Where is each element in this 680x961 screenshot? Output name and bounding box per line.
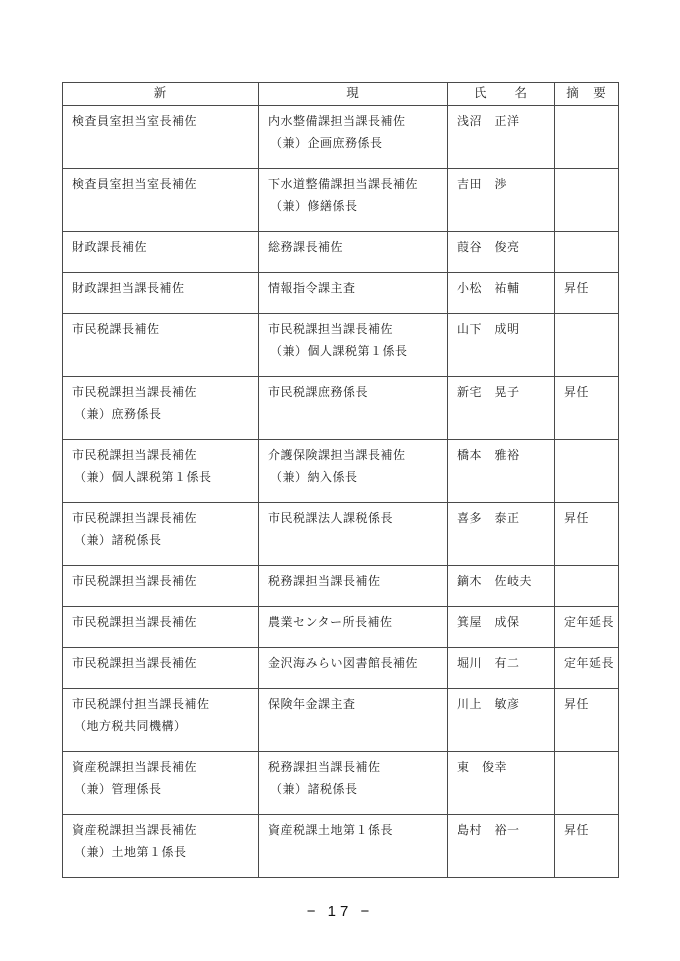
cell-new-position: [63, 815, 258, 877]
table-row: [63, 439, 618, 502]
cell-note: [554, 232, 618, 272]
cell-new-position: [63, 752, 258, 814]
cell-name: [447, 815, 554, 877]
person-name-text: 吉田 渉: [457, 177, 508, 191]
person-name-text: 浅沼 正洋: [457, 114, 520, 128]
cell-current-position: [258, 106, 447, 168]
table-row: [63, 751, 618, 814]
cell-current-position: [258, 648, 447, 688]
new-position-sub-text: （兼）管理係長: [74, 782, 162, 796]
current-position-text: 市民税課庶務係長: [268, 385, 369, 399]
cell-name: [447, 106, 554, 168]
table-row: [63, 105, 618, 168]
note-text: 昇任: [564, 281, 590, 295]
cell-current-position: [258, 752, 447, 814]
cell-name: [447, 566, 554, 606]
current-position-sub-text: （兼）納入係長: [270, 470, 358, 484]
cell-new-position: [63, 169, 258, 231]
note-text: 昇任: [564, 697, 590, 711]
cell-current-position: [258, 689, 447, 751]
new-position-text: 市民税課担当課長補佐: [72, 656, 198, 670]
new-position-sub-text: （兼）土地第１係長: [74, 845, 187, 859]
new-position-text: 市民税課担当課長補佐: [72, 615, 198, 629]
cell-current-position: [258, 273, 447, 313]
current-position-text: 市民税課法人課税係長: [268, 511, 394, 525]
cell-current-position: [258, 377, 447, 439]
cell-note: [554, 440, 618, 502]
new-position-text: 資産税課担当課長補佐: [72, 760, 198, 774]
col-header-current: 現: [258, 83, 447, 105]
cell-current-position: [258, 566, 447, 606]
cell-current-position: [258, 815, 447, 877]
person-name-text: 箕屋 成保: [457, 615, 520, 629]
cell-name: [447, 440, 554, 502]
person-name-text: 喜多 泰正: [457, 511, 520, 525]
cell-new-position: [63, 689, 258, 751]
cell-note: [554, 648, 618, 688]
current-position-text: 税務課担当課長補佐: [268, 574, 381, 588]
person-name-text: 堀川 有二: [457, 656, 520, 670]
current-position-sub-text: （兼）諸税係長: [270, 782, 358, 796]
cell-note: [554, 607, 618, 647]
cell-new-position: [63, 648, 258, 688]
table-header-row: [63, 83, 618, 105]
new-position-text: 資産税課担当課長補佐: [72, 823, 198, 837]
cell-note: [554, 377, 618, 439]
person-name-text: 東 俊幸: [457, 760, 508, 774]
table-row: [63, 565, 618, 606]
cell-current-position: [258, 314, 447, 376]
cell-current-position: [258, 232, 447, 272]
cell-name: [447, 648, 554, 688]
new-position-text: 検査員室担当室長補佐: [72, 177, 198, 191]
cell-new-position: [63, 232, 258, 272]
current-position-sub-text: （兼）個人課税第１係長: [270, 344, 408, 358]
personnel-table: [62, 82, 619, 878]
current-position-text: 介護保険課担当課長補佐: [268, 448, 406, 462]
note-text: 定年延長: [564, 615, 615, 629]
new-position-text: 市民税課長補佐: [72, 322, 160, 336]
cell-current-position: [258, 503, 447, 565]
current-position-text: 税務課担当課長補佐: [268, 760, 381, 774]
current-position-text: 資産税課土地第１係長: [268, 823, 394, 837]
new-position-text: 市民税課付担当課長補佐: [72, 697, 210, 711]
cell-new-position: [63, 273, 258, 313]
cell-note: [554, 566, 618, 606]
new-position-text: 財政課長補佐: [72, 240, 148, 254]
current-position-text: 市民税課担当課長補佐: [268, 322, 394, 336]
page-number: − 17 −: [306, 903, 374, 920]
cell-name: [447, 752, 554, 814]
table-row: [63, 168, 618, 231]
new-position-sub-text: （地方税共同機構）: [74, 719, 187, 733]
table-row: [63, 376, 618, 439]
cell-current-position: [258, 169, 447, 231]
table-row: [63, 814, 618, 877]
cell-name: [447, 607, 554, 647]
cell-note: [554, 752, 618, 814]
current-position-text: 保険年金課主査: [268, 697, 356, 711]
cell-new-position: [63, 607, 258, 647]
table-row: [63, 231, 618, 272]
cell-name: [447, 314, 554, 376]
cell-note: [554, 314, 618, 376]
person-name-text: 島村 裕一: [457, 823, 520, 837]
person-name-text: 葭谷 俊亮: [457, 240, 520, 254]
cell-name: [447, 273, 554, 313]
cell-note: [554, 503, 618, 565]
table-row: [63, 313, 618, 376]
cell-note: [554, 273, 618, 313]
cell-new-position: [63, 503, 258, 565]
note-text: 昇任: [564, 385, 590, 399]
person-name-text: 鏑木 佐岐夫: [457, 574, 533, 588]
cell-note: [554, 689, 618, 751]
current-position-text: 金沢海みらい図書館長補佐: [268, 656, 419, 670]
cell-current-position: [258, 607, 447, 647]
cell-note: [554, 106, 618, 168]
cell-note: [554, 169, 618, 231]
table-row: [63, 606, 618, 647]
cell-name: [447, 232, 554, 272]
current-position-sub-text: （兼）企画庶務係長: [270, 136, 383, 150]
col-header-name: 氏 名: [447, 83, 554, 105]
cell-name: [447, 377, 554, 439]
current-position-text: 内水整備課担当課長補佐: [268, 114, 406, 128]
new-position-text: 市民税課担当課長補佐: [72, 448, 198, 462]
col-header-new: 新: [153, 86, 168, 100]
new-position-text: 市民税課担当課長補佐: [72, 511, 198, 525]
cell-name: [447, 169, 554, 231]
new-position-sub-text: （兼）個人課税第１係長: [74, 470, 212, 484]
current-position-text: 情報指令課主査: [268, 281, 356, 295]
note-text: 昇任: [564, 511, 590, 525]
note-text: 昇任: [564, 823, 590, 837]
person-name-text: 新宅 晃子: [457, 385, 520, 399]
person-name-text: 小松 祐輔: [457, 281, 520, 295]
cell-note: [554, 815, 618, 877]
new-position-text: 検査員室担当室長補佐: [72, 114, 198, 128]
table-row: [63, 272, 618, 313]
cell-new-position: [63, 314, 258, 376]
current-position-sub-text: （兼）修繕係長: [270, 199, 358, 213]
new-position-sub-text: （兼）諸税係長: [74, 533, 162, 547]
new-position-sub-text: （兼）庶務係長: [74, 407, 162, 421]
cell-current-position: [258, 440, 447, 502]
cell-new-position: [63, 440, 258, 502]
current-position-text: 農業センター所長補佐: [268, 615, 393, 629]
note-text: 定年延長: [564, 656, 615, 670]
person-name-text: 川上 敏彦: [457, 697, 520, 711]
current-position-text: 総務課長補佐: [268, 240, 344, 254]
cell-name: [447, 503, 554, 565]
cell-new-position: [63, 377, 258, 439]
current-position-text: 下水道整備課担当課長補佐: [268, 177, 419, 191]
table-row: [63, 647, 618, 688]
cell-name: [447, 689, 554, 751]
cell-new-position: [63, 106, 258, 168]
cell-new-position: [63, 566, 258, 606]
new-position-text: 市民税課担当課長補佐: [72, 385, 198, 399]
col-header-note: 摘 要: [554, 83, 618, 105]
table-row: [63, 502, 618, 565]
person-name-text: 山下 成明: [457, 322, 520, 336]
new-position-text: 市民税課担当課長補佐: [72, 574, 198, 588]
table-row: [63, 688, 618, 751]
new-position-text: 財政課担当課長補佐: [72, 281, 185, 295]
person-name-text: 橋本 雅裕: [457, 448, 520, 462]
